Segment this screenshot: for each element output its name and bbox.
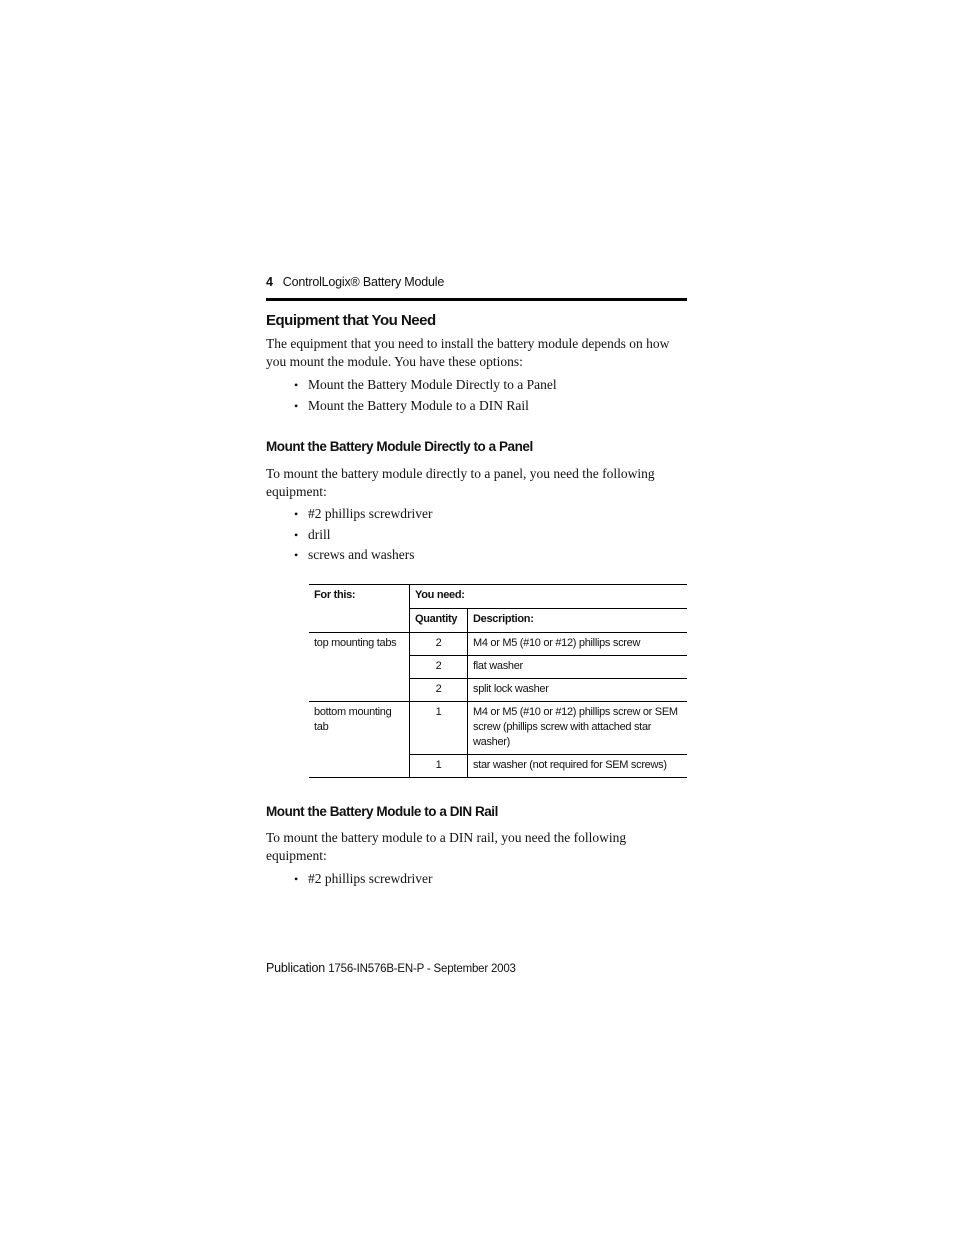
cell-for-this: bottom mounting tab — [309, 702, 410, 778]
section-title-panel: Mount the Battery Module Directly to a Panel — [266, 439, 533, 454]
list-item: • Mount the Battery Module Directly to a Panel — [294, 375, 557, 396]
list-item: • drill — [294, 525, 432, 546]
cell-description: flat washer — [468, 656, 688, 679]
header-quantity: Quantity — [410, 609, 468, 633]
options-list — [294, 375, 557, 416]
section-intro-din-rail: To mount the battery module to a DIN rail, you need the following equipment: — [266, 830, 627, 863]
publication-number: 1756-IN576B-EN-P - September 2003 — [328, 963, 516, 975]
list-item: • screws and washers — [294, 545, 432, 566]
din-rail-equipment-list — [294, 869, 432, 890]
page-footer — [266, 961, 516, 975]
section-title-equipment: Equipment that You Need — [266, 312, 436, 329]
cell-quantity: 2 — [410, 656, 468, 679]
cell-description: M4 or M5 (#10 or #12) phillips screw or SEM screw (phillips screw with attached star washer) — [468, 702, 688, 755]
cell-quantity: 1 — [410, 702, 468, 755]
table-header-row — [309, 585, 687, 609]
cell-quantity: 2 — [410, 633, 468, 656]
header-rule — [266, 298, 687, 301]
section-title-din-rail: Mount the Battery Module to a DIN Rail — [266, 804, 498, 819]
cell-for-this: top mounting tabs — [309, 633, 410, 702]
panel-equipment-list — [294, 504, 432, 566]
cell-quantity: 1 — [410, 755, 468, 778]
cell-description: star washer (not required for SEM screws) — [468, 755, 688, 778]
hardware-table — [309, 584, 687, 778]
header-for-this: For this: — [309, 585, 410, 633]
running-title: ControlLogix® Battery Module — [282, 275, 445, 289]
cell-quantity: 2 — [410, 679, 468, 702]
footer-label: Publication — [266, 961, 325, 975]
section-intro-panel: To mount the battery module directly to a panel, you need the following equipment: — [266, 466, 655, 499]
section-intro-equipment: The equipment that you need to install the battery module depends on how you mount the module. You have these options: — [266, 336, 670, 369]
table-row — [309, 702, 687, 755]
list-item: • #2 phillips screwdriver — [294, 504, 432, 525]
cell-description: split lock washer — [468, 679, 688, 702]
page-number: 4 — [266, 275, 273, 289]
table-row — [309, 633, 687, 656]
running-header — [266, 275, 687, 289]
cell-description: M4 or M5 (#10 or #12) phillips screw — [468, 633, 688, 656]
header-description: Description: — [468, 609, 688, 633]
header-you-need: You need: — [410, 585, 688, 609]
list-item: • Mount the Battery Module to a DIN Rail — [294, 396, 557, 417]
list-item: • #2 phillips screwdriver — [294, 869, 432, 890]
